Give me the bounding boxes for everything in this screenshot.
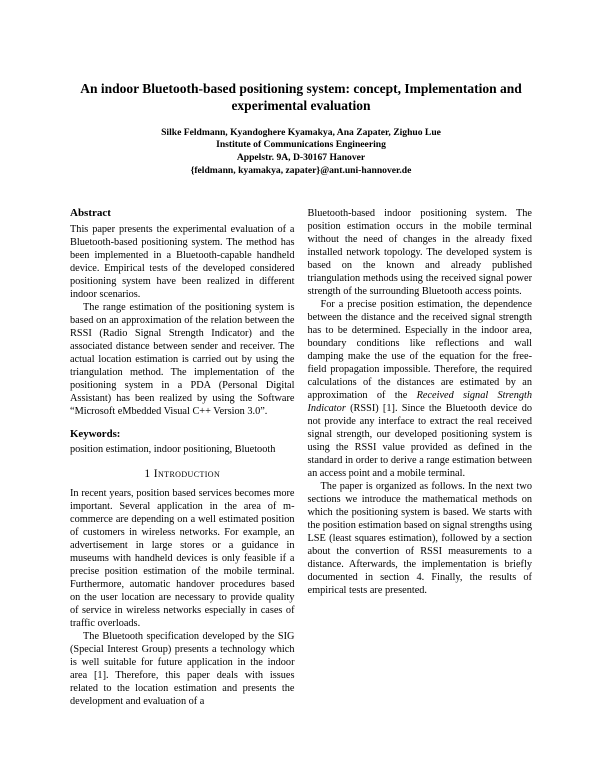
introduction-paragraph: Bluetooth-based indoor positioning system. The position estimation occurs in the mobile terminal without the need of changes in the already fixed installed network topology. The developed system is based on the known and already published triangulation methods using the received signal power strength of the surrounding Bluetooth access points.: [307, 208, 532, 298]
introduction-paragraph: The paper is organized as follows. In the next two sections we introduce the mathematical methods on which the positioning system is based. We starts with the position estimation based on signal strengths using LSE (least squares estimation), followed by a section about the convertion of RSSI measurements to a distance. Afterwards, the implementation is briefly documented in section 4. Finally, the results of empirical tests are presented.: [307, 481, 533, 597]
keywords-heading: Keywords:: [70, 428, 121, 441]
abstract-heading: Abstract: [70, 207, 111, 220]
abstract-paragraph: This paper presents the experimental evaluation of a Bluetooth-based positioning system. The method has been implemented in a Bluetooth-capable handheld device. Empirical tests of the developed considered positioning system have been realized in different indoor scenarios.: [70, 224, 295, 301]
keywords-text: position estimation, indoor positioning, Bluetooth: [70, 444, 276, 456]
two-column-body: [70, 207, 532, 708]
abstract-paragraph: The range estimation of the positioning system is based on an approximation of the relation between the RSSI (Radio Signal Strength Indicator) and the associated distance between sender and receiver. The actual location estimation is carried out by using the triangulation method. The implementation of the positioning system in a PDA (Personal Digital Assistant) has been realized by using the Software “Microsoft eMbedded Visual C++ Version 3.0”.: [70, 302, 295, 418]
address-line: Appelstr. 9A, D-30167 Hanover: [236, 151, 366, 163]
introduction-heading: 1 Introduction: [144, 468, 221, 481]
paragraph-segment: (RSSI) [1]. Since the Bluetooth device do not provide any interface to extract the real received signal strength, our developed positioning system is using the RSSI value provided as defined in the standard in order to derive a range estimation between an access point and a mobile terminal.: [307, 403, 532, 480]
right-column: [308, 207, 533, 597]
left-column: [70, 207, 295, 708]
affiliation-line: Institute of Communications Engineering: [216, 139, 386, 151]
paper-title: An indoor Bluetooth-based positioning system: concept, Implementation and experimental evaluation: [80, 81, 522, 114]
paragraph-segment: For a precise position estimation, the dependence between the distance and the received signal strength has to be determined. Especially in the indoor area, boundary conditions like reflections and wall damping make the use of the equation for the free-field propagation impossible. Therefore, the required calculations of the distances are estimated by an approximation of the: [307, 299, 532, 402]
email-line: {feldmann, kyamakya, zapater}@ant.uni-hannover.de: [190, 164, 412, 176]
introduction-paragraph: In recent years, position based services becomes more important. Several application in the area of m-commerce are depending on a well estimated position of customers in wireless networks. For example, an advertisement in large stores or a guidance in museums with handheld devices is only feasible if a precise position estimation of the mobile terminal. Furthermore, automatic handover procedures based on the user location are necessary to provide quality of service in wireless networks especially in cases of traffic overloads.: [70, 488, 295, 630]
introduction-paragraph: [308, 298, 533, 480]
rssi-italic-term: Received signal Strength Indicator: [307, 390, 533, 415]
authors-line: Silke Feldmann, Kyandoghere Kyamakya, Ana Zapater, Zighuo Lue: [161, 126, 441, 138]
introduction-paragraph: The Bluetooth specification developed by the SIG (Special Interest Group) presents a technology which is well suitable for future application in the indoor area [1]. Therefore, this paper deals with issues related to the location estimation and presents the development and evaluation of a: [70, 631, 295, 708]
authors-block: [70, 127, 532, 178]
